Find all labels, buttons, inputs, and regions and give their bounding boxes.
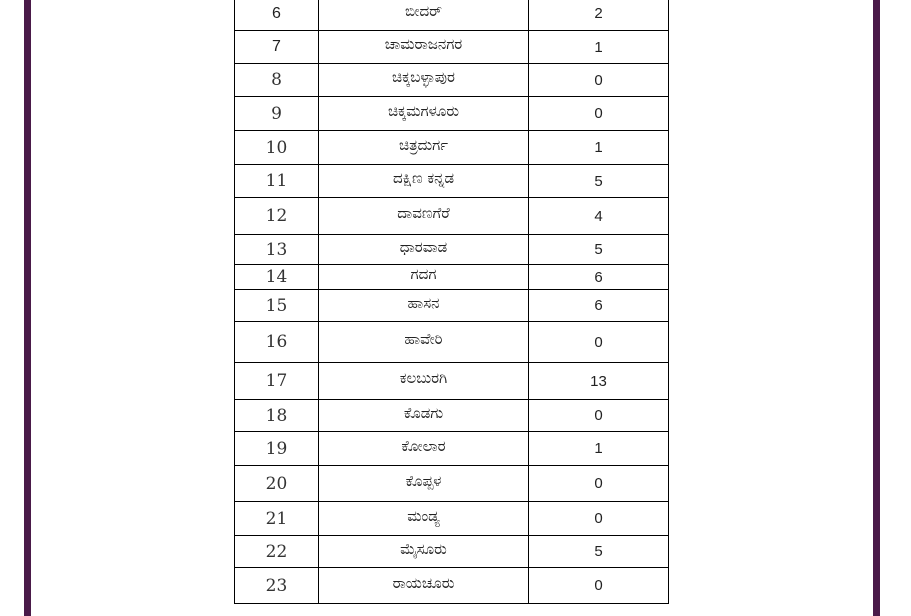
count-value: 0 (529, 322, 669, 363)
row-number: 20 (235, 466, 319, 502)
district-name: ಮಂಡ್ಯ (319, 502, 529, 536)
table-row (235, 322, 669, 363)
district-name: ಹಾಸನ (319, 290, 529, 322)
row-number: 10 (235, 131, 319, 165)
count-value: 6 (529, 265, 669, 290)
district-name: ಮೈಸೂರು (319, 536, 529, 568)
table-row (235, 290, 669, 322)
row-number: 17 (235, 363, 319, 400)
count-value: 0 (529, 466, 669, 502)
district-name: ಚಿಕ್ಕಬಳ್ಳಾಪುರ (319, 64, 529, 97)
count-value: 0 (529, 400, 669, 432)
district-name: ಬೀದರ್ (319, 0, 529, 31)
row-number: 23 (235, 568, 319, 604)
count-value: 5 (529, 235, 669, 265)
table-row (235, 265, 669, 290)
row-number: 13 (235, 235, 319, 265)
count-value: 6 (529, 290, 669, 322)
count-value: 0 (529, 64, 669, 97)
row-number: 11 (235, 165, 319, 198)
row-number: 21 (235, 502, 319, 536)
row-number: 19 (235, 432, 319, 466)
count-value: 13 (529, 363, 669, 400)
table-row (235, 31, 669, 64)
district-name: ಕೊಡಗು (319, 400, 529, 432)
count-value: 1 (529, 31, 669, 64)
district-name: ಕಲಬುರಗಿ (319, 363, 529, 400)
district-name: ಕೊಪ್ಪಳ (319, 466, 529, 502)
row-number: 18 (235, 400, 319, 432)
row-number: 6 (235, 0, 319, 31)
district-name: ರಾಯಚೂರು (319, 568, 529, 604)
table-row (235, 536, 669, 568)
table-row (235, 165, 669, 198)
row-number: 22 (235, 536, 319, 568)
table-row (235, 502, 669, 536)
table-row (235, 568, 669, 604)
count-value: 0 (529, 502, 669, 536)
count-value: 0 (529, 97, 669, 131)
count-value: 2 (529, 0, 669, 31)
table-row (235, 64, 669, 97)
row-number: 7 (235, 31, 319, 64)
district-name: ದಾವಣಗೆರೆ (319, 198, 529, 235)
row-number: 12 (235, 198, 319, 235)
table-row (235, 466, 669, 502)
table-row (235, 363, 669, 400)
row-number: 8 (235, 64, 319, 97)
table-row (235, 97, 669, 131)
table-row (235, 432, 669, 466)
row-number: 9 (235, 97, 319, 131)
district-name: ಹಾವೇರಿ (319, 322, 529, 363)
district-name: ಚಿತ್ರದುರ್ಗ (319, 131, 529, 165)
count-value: 5 (529, 165, 669, 198)
count-value: 0 (529, 568, 669, 604)
district-count-table (234, 0, 669, 604)
table-row (235, 198, 669, 235)
district-name: ದಕ್ಷಿಣ ಕನ್ನಡ (319, 165, 529, 198)
district-name: ಧಾರವಾಡ (319, 235, 529, 265)
count-value: 5 (529, 536, 669, 568)
count-value: 1 (529, 131, 669, 165)
district-name: ಚಿಕ್ಕಮಗಳೂರು (319, 97, 529, 131)
district-name: ಚಾಮರಾಜನಗರ (319, 31, 529, 64)
district-name: ಕೋಲಾರ (319, 432, 529, 466)
district-name: ಗದಗ (319, 265, 529, 290)
row-number: 15 (235, 290, 319, 322)
table-row (235, 235, 669, 265)
table-row (235, 0, 669, 31)
table-row (235, 131, 669, 165)
row-number: 16 (235, 322, 319, 363)
row-number: 14 (235, 265, 319, 290)
count-value: 4 (529, 198, 669, 235)
table-row (235, 400, 669, 432)
count-value: 1 (529, 432, 669, 466)
